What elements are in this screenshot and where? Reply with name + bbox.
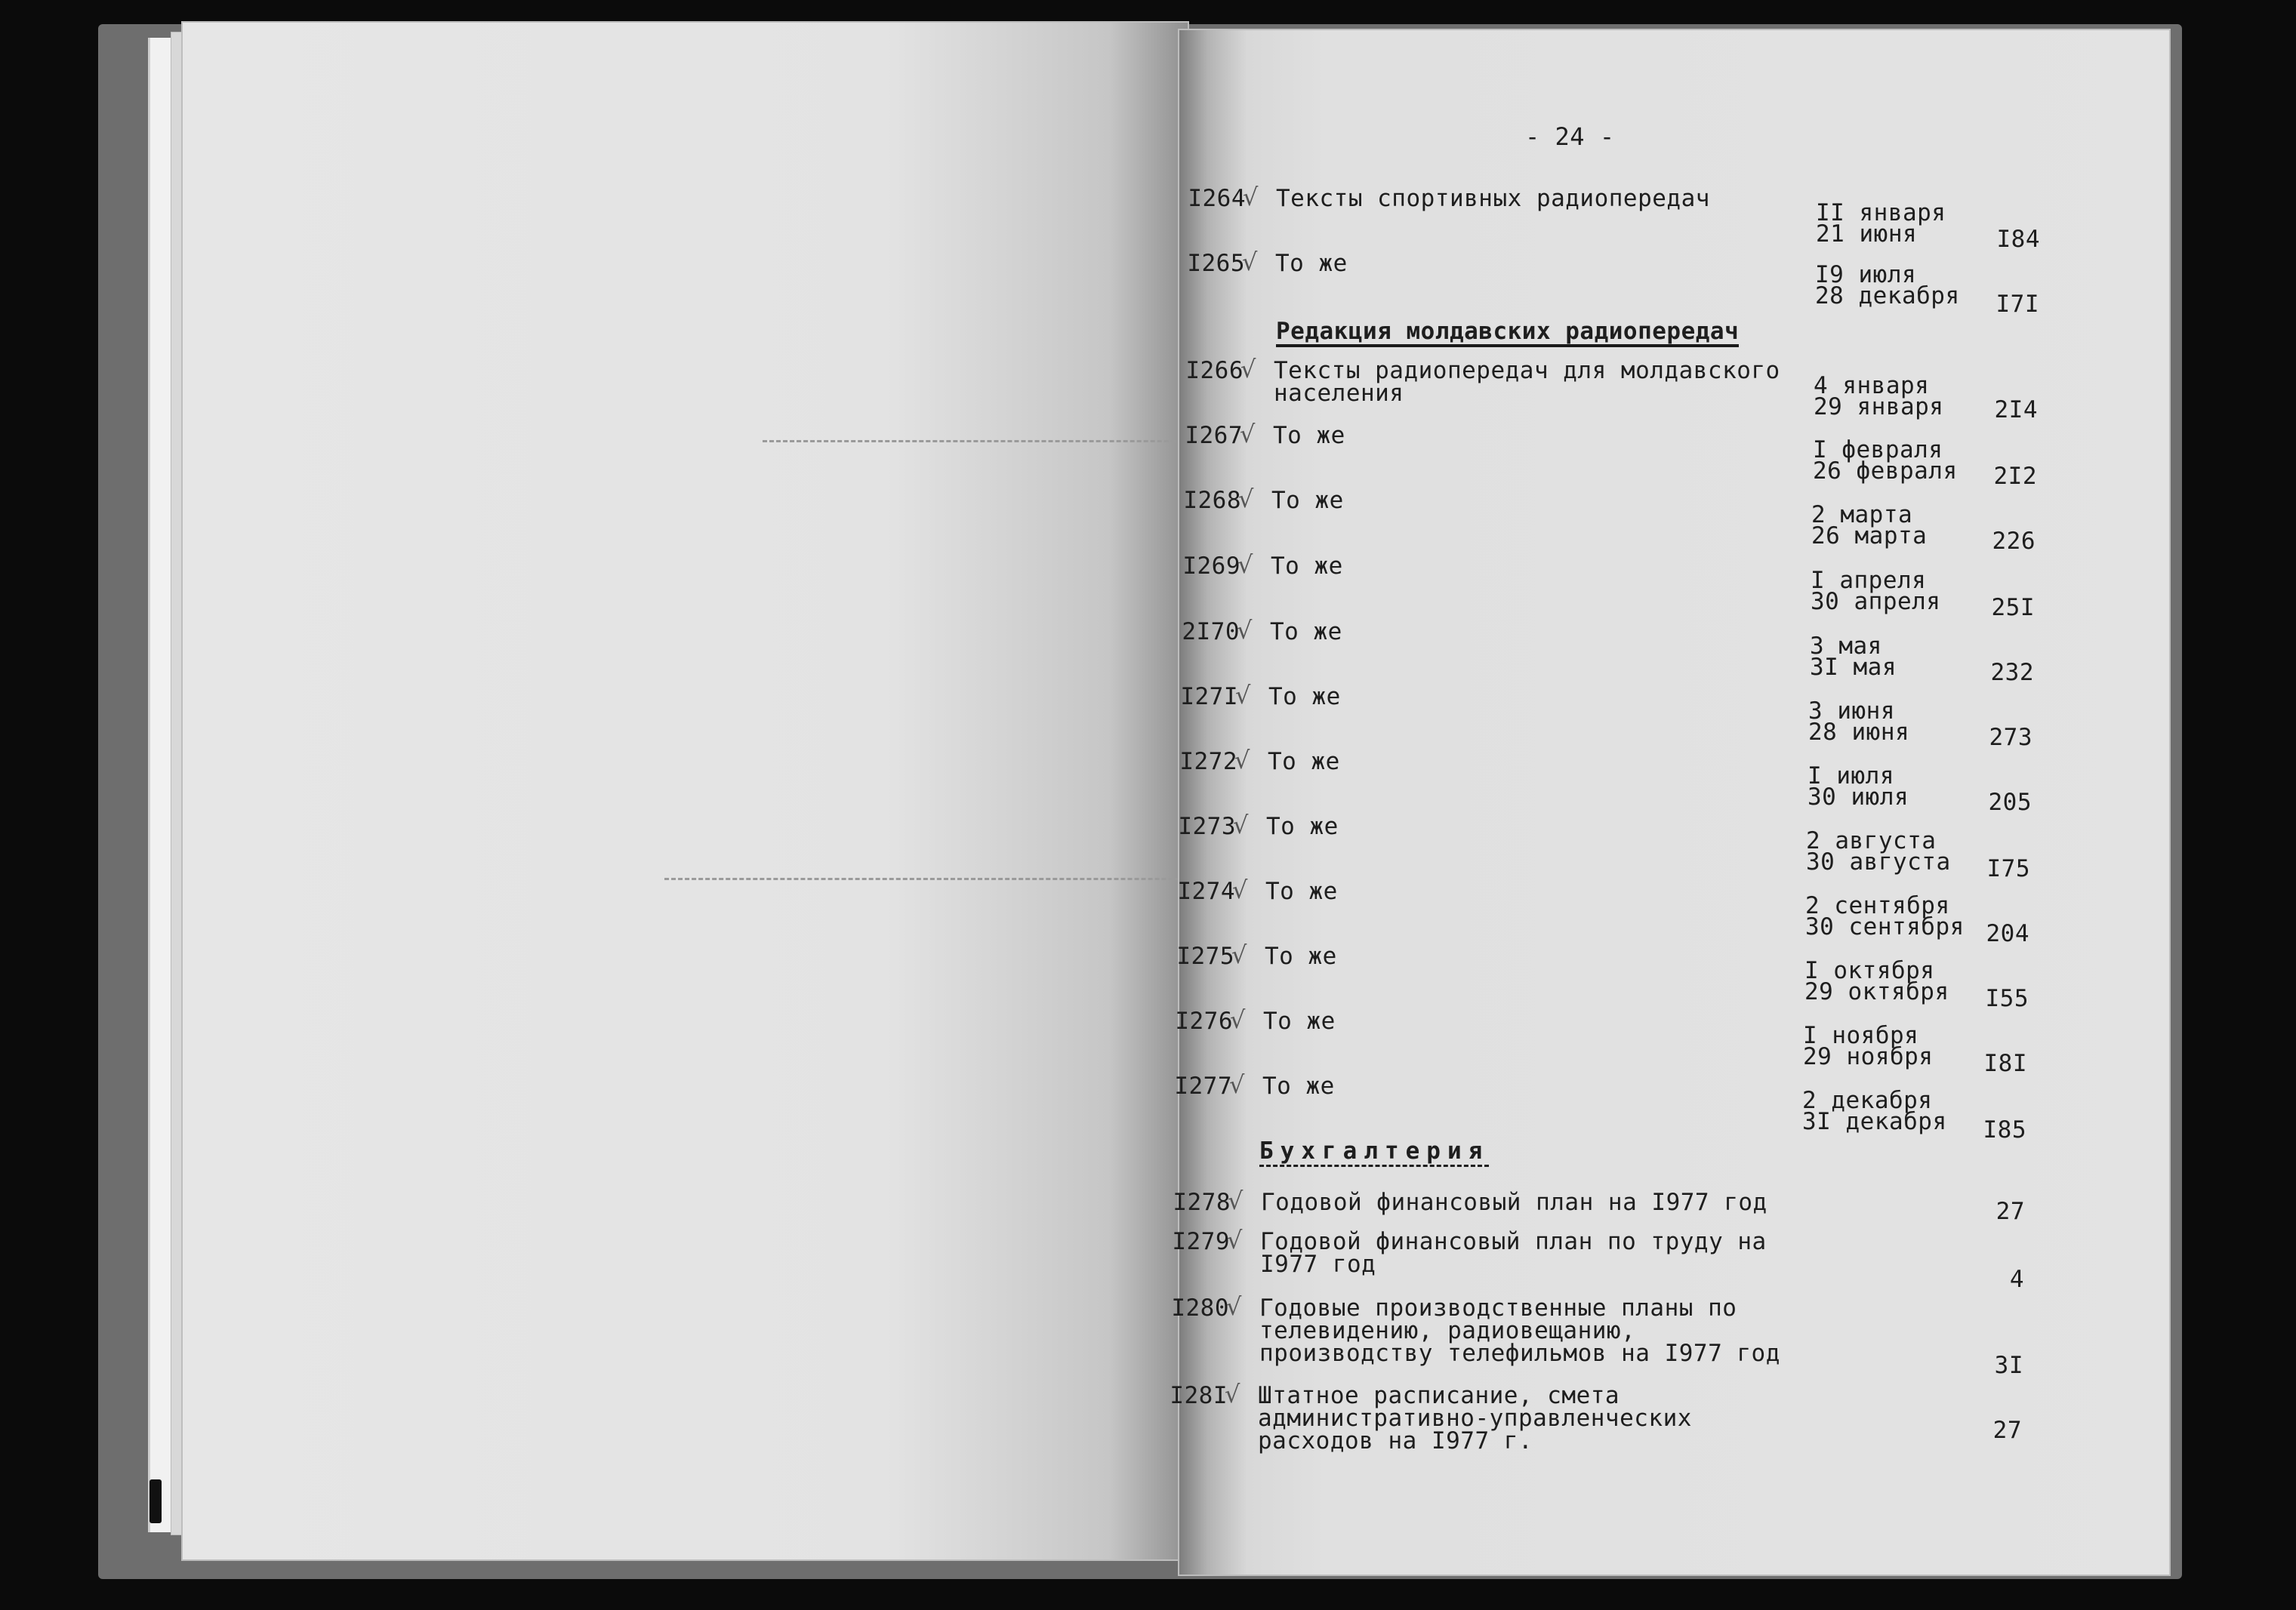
date-from: II января — [1816, 199, 1946, 226]
binding-clip — [149, 1479, 162, 1523]
entry-number: I279 — [1172, 1228, 1230, 1255]
entry-number: I267 — [1185, 422, 1243, 449]
entry-dates — [1803, 1022, 1954, 1070]
entry-dates — [1808, 762, 1959, 811]
sheet-count: 27 — [1992, 1417, 2022, 1444]
sheet-count: I75 — [1986, 855, 2030, 882]
entry-number: I266 — [1185, 357, 1244, 384]
check-mark: √ — [1227, 1226, 1243, 1254]
entry-title: То же — [1263, 1008, 1336, 1035]
entry-title: Штатное расписание, смета административно-управленческих расходов на I977 г. — [1258, 1382, 1692, 1455]
check-mark: √ — [1240, 420, 1256, 448]
date-from: I февраля — [1813, 436, 1943, 463]
entry-dates — [1804, 957, 1955, 1005]
date-from: I октября — [1804, 957, 1935, 984]
entry-number: I269 — [1182, 553, 1240, 580]
entry-title: То же — [1271, 487, 1344, 514]
date-from: I июля — [1808, 762, 1894, 790]
sheet-count: I7I — [1996, 291, 2039, 318]
sheet-count: I8I — [1983, 1050, 2027, 1077]
check-mark: √ — [1234, 746, 1250, 774]
entry-number: I276 — [1175, 1008, 1233, 1035]
check-mark: √ — [1237, 616, 1253, 645]
date-to: 3I мая — [1810, 654, 1897, 681]
section-heading-accounting: Бухгалтерия — [1259, 1137, 1490, 1165]
sheet-count: 2I4 — [1994, 396, 2038, 423]
section-heading-moldavian: Редакция молдавских радиопередач — [1276, 320, 1739, 347]
entry-dates — [1802, 1087, 1953, 1135]
entry-number: I272 — [1179, 748, 1237, 775]
check-mark: √ — [1243, 183, 1259, 211]
entry-title: Тексты спортивных радиопередач — [1276, 185, 1710, 212]
entry-title: Годовой финансовый план на I977 год — [1261, 1189, 1767, 1216]
check-mark: √ — [1230, 1005, 1246, 1034]
date-to: 28 июня — [1808, 719, 1910, 746]
check-mark: √ — [1240, 355, 1256, 383]
date-to: 21 июня — [1816, 220, 1918, 248]
sheet-count: I84 — [1996, 226, 2040, 253]
entry-title: Годовые производственные планы по телевидению, радиовещанию, производству телефильмов на I977 год — [1259, 1294, 1780, 1367]
entry-title: То же — [1273, 422, 1345, 449]
check-mark: √ — [1242, 248, 1258, 276]
page-number: - 24 - — [1525, 122, 1615, 151]
entry-dates — [1808, 697, 1959, 746]
date-to: 3I декабря — [1802, 1108, 1947, 1135]
sheet-count: 226 — [1992, 528, 2036, 555]
check-mark: √ — [1231, 940, 1247, 969]
check-mark: √ — [1225, 1380, 1240, 1408]
date-from: 3 мая — [1810, 633, 1882, 660]
entry-number: I265 — [1187, 250, 1245, 277]
entry-number: I280 — [1171, 1294, 1229, 1322]
entry-dates — [1814, 372, 1965, 420]
check-mark: √ — [1233, 811, 1249, 839]
date-to: 26 марта — [1811, 522, 1928, 549]
sheet-count: 4 — [2009, 1266, 2024, 1293]
check-mark: √ — [1235, 681, 1251, 710]
date-from: I апреля — [1811, 567, 1927, 594]
entry-dates — [1816, 199, 1967, 248]
check-mark: √ — [1226, 1292, 1242, 1321]
sheet-count: 232 — [1990, 659, 2034, 686]
date-from: 4 января — [1814, 372, 1930, 399]
entry-number: I268 — [1183, 487, 1241, 514]
check-mark: √ — [1237, 550, 1253, 579]
date-to: 30 июля — [1808, 783, 1909, 811]
entry-title: То же — [1265, 943, 1337, 970]
sheet-count: 205 — [1988, 789, 2032, 816]
sheet-count: 3I — [1994, 1352, 2023, 1379]
check-mark: √ — [1229, 1070, 1245, 1099]
entry-dates — [1805, 892, 1965, 940]
date-to: 30 августа — [1806, 848, 1951, 876]
entry-number: I28I — [1170, 1382, 1228, 1409]
date-from: 2 сентября — [1805, 892, 1950, 919]
check-mark: √ — [1238, 485, 1254, 513]
sheet-count: 2I2 — [1993, 463, 2037, 490]
sheet-count: I55 — [1985, 985, 2029, 1012]
entry-dates — [1811, 501, 1962, 549]
entry-title: То же — [1265, 878, 1338, 905]
entry-title: То же — [1275, 250, 1348, 277]
page-edges — [148, 38, 173, 1532]
entry-dates — [1813, 436, 1964, 485]
entry-dates — [1810, 633, 1961, 681]
sheet-count: I85 — [1983, 1116, 2026, 1144]
sheet-count: 25I — [1991, 594, 2035, 621]
date-from: I9 июля — [1815, 261, 1917, 288]
sheet-count: 204 — [1986, 920, 2029, 947]
sheet-count: 27 — [1996, 1198, 2025, 1225]
check-mark: √ — [1232, 876, 1248, 904]
check-mark: √ — [1228, 1187, 1244, 1215]
date-from: I ноября — [1803, 1022, 1919, 1049]
date-from: 2 марта — [1811, 501, 1913, 528]
date-to: 30 сентября — [1805, 913, 1965, 940]
entry-number: I273 — [1178, 813, 1236, 840]
date-to: 30 апреля — [1811, 588, 1941, 615]
entry-title: То же — [1262, 1073, 1335, 1100]
entry-title: То же — [1271, 553, 1343, 580]
date-from: 2 декабря — [1802, 1087, 1933, 1114]
date-to: 29 октября — [1804, 978, 1949, 1005]
date-to: 26 февраля — [1813, 457, 1958, 485]
entry-number: I277 — [1174, 1073, 1232, 1100]
entry-dates — [1815, 261, 1966, 309]
left-page — [181, 21, 1189, 1561]
entry-title: То же — [1268, 748, 1340, 775]
entry-number: 2I70 — [1182, 618, 1240, 645]
sheet-count: 273 — [1989, 724, 2032, 751]
entry-title: То же — [1268, 683, 1341, 710]
date-to: 29 января — [1814, 393, 1944, 420]
entry-number: I278 — [1173, 1189, 1231, 1216]
date-to: 29 ноября — [1803, 1043, 1934, 1070]
entry-dates — [1806, 827, 1957, 876]
entry-title: То же — [1270, 618, 1342, 645]
entry-dates — [1811, 567, 1962, 615]
entry-number: I27I — [1180, 683, 1238, 710]
entry-title: То же — [1266, 813, 1339, 840]
entry-number: I274 — [1177, 878, 1235, 905]
date-to: 28 декабря — [1815, 282, 1960, 309]
entry-title: Тексты радиопередач для молдавского населения — [1274, 357, 1780, 407]
entry-number: I264 — [1188, 185, 1246, 212]
entry-number: I275 — [1176, 943, 1234, 970]
date-from: 2 августа — [1806, 827, 1937, 854]
date-from: 3 июня — [1808, 697, 1895, 725]
entry-title: Годовой финансовый план по труду на I977 год — [1260, 1228, 1767, 1278]
